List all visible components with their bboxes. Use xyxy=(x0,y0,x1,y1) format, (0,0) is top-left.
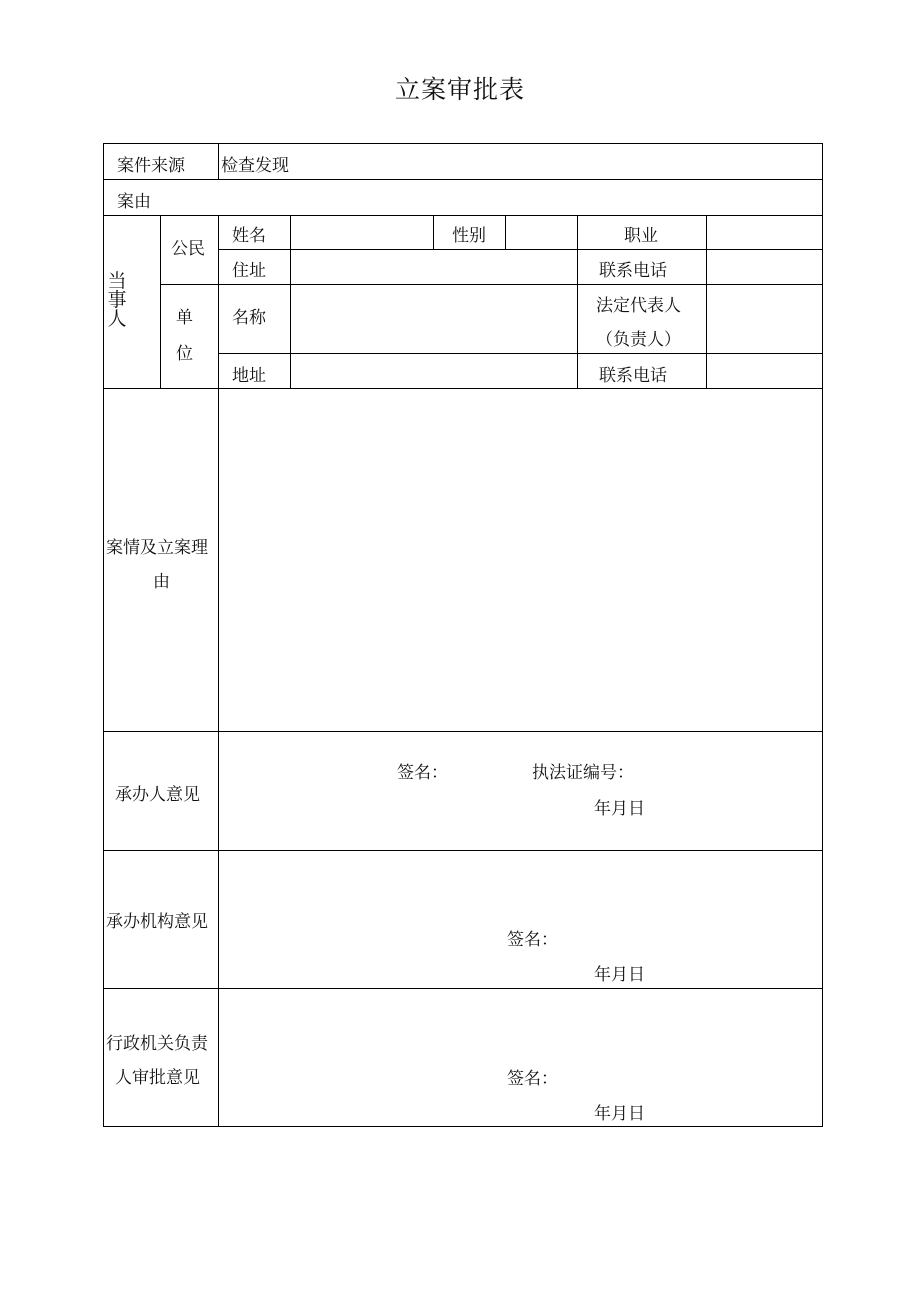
leader-sign-label: 签名： xyxy=(507,1069,558,1089)
agency-date-label: 年月日 xyxy=(594,965,645,985)
table-border-top xyxy=(103,143,823,144)
case-details-label-line2: 由 xyxy=(153,572,170,592)
citizen-occupation-label: 职业 xyxy=(624,226,658,246)
citizen-gender-field[interactable] xyxy=(506,216,577,249)
leader-opinion-label-line2: 人审批意见 xyxy=(115,1068,200,1088)
case-details-field[interactable] xyxy=(219,389,822,731)
unit-representative-sub-label: （负责人） xyxy=(596,330,681,350)
citizen-name-field[interactable] xyxy=(291,216,433,249)
agency-sign-label: 签名： xyxy=(507,930,558,950)
unit-name-field[interactable] xyxy=(291,285,577,353)
row-divider xyxy=(103,850,823,851)
case-details-label-line1: 案情及立案理 xyxy=(106,538,208,558)
table-border-left xyxy=(103,143,104,1127)
row-divider xyxy=(103,731,823,732)
page-title: 立案审批表 xyxy=(394,75,525,104)
party-column-divider xyxy=(160,215,161,388)
citizen-phone-label: 联系电话 xyxy=(599,261,667,281)
case-source-label: 案件来源 xyxy=(117,156,185,176)
unit-representative-field[interactable] xyxy=(707,285,822,353)
case-cause-field[interactable] xyxy=(219,180,822,215)
field-column-divider xyxy=(433,215,434,249)
party-label: 当事人 xyxy=(107,270,127,330)
agency-opinion-label: 承办机构意见 xyxy=(106,912,208,932)
citizen-occupation-field[interactable] xyxy=(707,216,822,249)
unit-representative-label: 法定代表人 xyxy=(596,296,681,316)
unit-phone-label: 联系电话 xyxy=(599,366,667,386)
citizen-phone-field[interactable] xyxy=(707,250,822,284)
field-column-divider xyxy=(577,215,578,388)
unit-phone-field[interactable] xyxy=(707,354,822,388)
unit-name-label: 名称 xyxy=(232,308,266,328)
unit-address-label: 地址 xyxy=(232,366,266,386)
leader-opinion-label-line1: 行政机关负责 xyxy=(106,1034,208,1054)
table-border-right xyxy=(822,143,823,1127)
handler-opinion-label: 承办人意见 xyxy=(115,785,200,805)
case-cause-label: 案由 xyxy=(117,192,151,212)
unit-address-field[interactable] xyxy=(291,354,577,388)
citizen-name-label: 姓名 xyxy=(232,226,266,246)
table-border-bottom xyxy=(103,1126,823,1127)
citizen-address-field[interactable] xyxy=(291,250,577,284)
handler-sign-label: 签名： xyxy=(397,763,448,783)
label-column-divider xyxy=(218,143,219,179)
handler-cert-label: 执法证编号： xyxy=(532,763,634,783)
handler-date-label: 年月日 xyxy=(594,799,645,819)
unit-label-2: 位 xyxy=(176,344,193,364)
citizen-address-label: 住址 xyxy=(232,261,266,281)
leader-date-label: 年月日 xyxy=(594,1104,645,1124)
unit-label-1: 单 xyxy=(176,308,193,328)
case-source-value[interactable]: 检查发现 xyxy=(221,156,289,176)
row-divider xyxy=(103,988,823,989)
citizen-gender-label: 性别 xyxy=(452,226,486,246)
citizen-label: 公民 xyxy=(171,239,205,259)
